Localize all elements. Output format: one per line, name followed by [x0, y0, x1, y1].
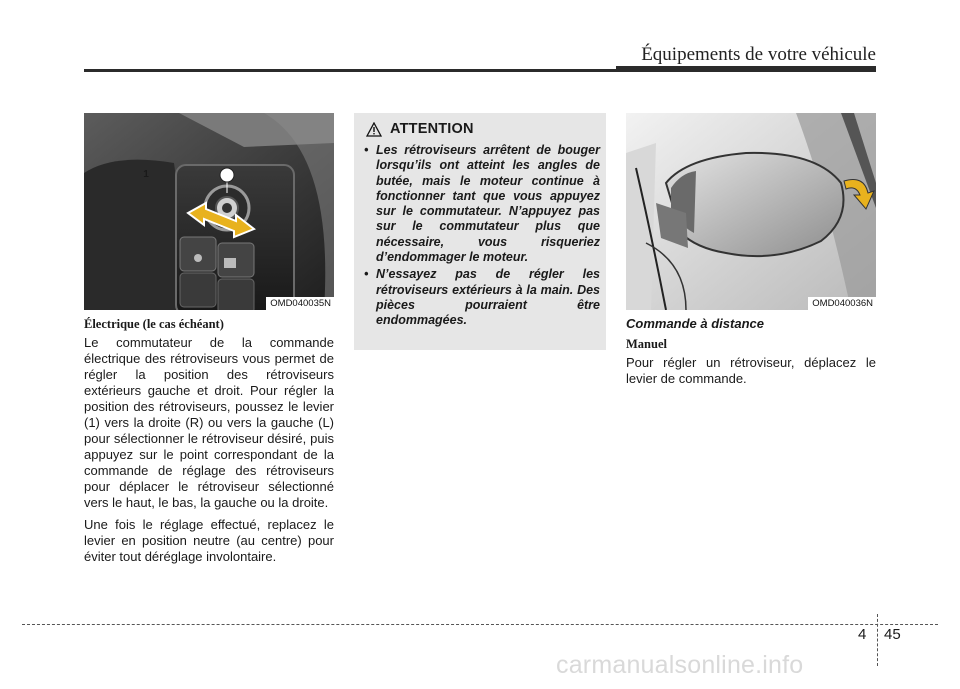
mirror-switch-figure: [84, 113, 334, 310]
section-heading-remote: Commande à distance: [626, 316, 764, 331]
paragraph: Pour régler un rétroviseur, déplacez le levier de commande.: [626, 355, 876, 386]
warning-item-text: N’essayez pas de régler les rétroviseurs extérieurs à la main. Des pièces pourraient être endommagées.: [376, 267, 600, 328]
paragraph: Une fois le réglage effectué, replacez le levier en position neutre (au centre) pour éviter tout déréglage involontaire.: [84, 517, 334, 564]
warning-list: [364, 143, 600, 331]
paragraph: Le commutateur de la commande électrique des rétroviseurs vous permet de régler la position des rétroviseurs extérieurs gauche et droit. Pour régler la position des rétroviseurs, poussez le levier (1) vers la droite (R) ou vers la gauche (L) pour sélectionner le rétroviseur désiré, puis appuyez sur le point correspondant de la commande de réglage des rétroviseurs pour déplacer le rétroviseur sélectionné vers le haut, le bas, la gauche ou la droite.: [84, 335, 334, 510]
header-rule-thick: [616, 66, 876, 72]
warning-item-text: Les rétroviseurs arrêtent de bouger lorsqu’ils ont atteint les angles de butée, mais le moteur continue à fonctionner tant que vous appuyez sur le commutateur. N’appuyez pas sur le commutateur plus que nécessaire, vous risqueriez d’endommager le moteur.: [376, 143, 600, 265]
figure-label-right: OMD040036N: [808, 297, 876, 310]
page-number: 45: [884, 626, 901, 643]
warning-title: ATTENTION: [390, 121, 474, 137]
warning-item: [364, 143, 600, 265]
bullet: •: [364, 267, 369, 282]
watermark: carmanualsonline.info: [556, 651, 804, 679]
warning-item: [364, 267, 600, 328]
warning-triangle-icon: [366, 122, 382, 137]
section-subheading-manual: Manuel: [626, 337, 667, 351]
callout-number: 1: [143, 169, 149, 180]
figure-label-left: OMD040035N: [266, 297, 334, 310]
footer-rule: [22, 624, 938, 625]
section-heading-electric: Électrique (le cas échéant): [84, 317, 224, 331]
warning-title-row: [366, 121, 474, 137]
page-header-title: Équipements de votre véhicule: [641, 44, 876, 65]
chapter-number: 4: [858, 626, 867, 643]
left-column: [84, 316, 334, 571]
footer-divider: [877, 614, 878, 666]
mirror-figure: [626, 113, 876, 310]
mirror-switch-illustration: [84, 113, 334, 310]
side-mirror-illustration: [626, 113, 876, 310]
right-column: [626, 316, 876, 393]
warning-box: [354, 113, 606, 350]
bullet: •: [364, 143, 369, 157]
